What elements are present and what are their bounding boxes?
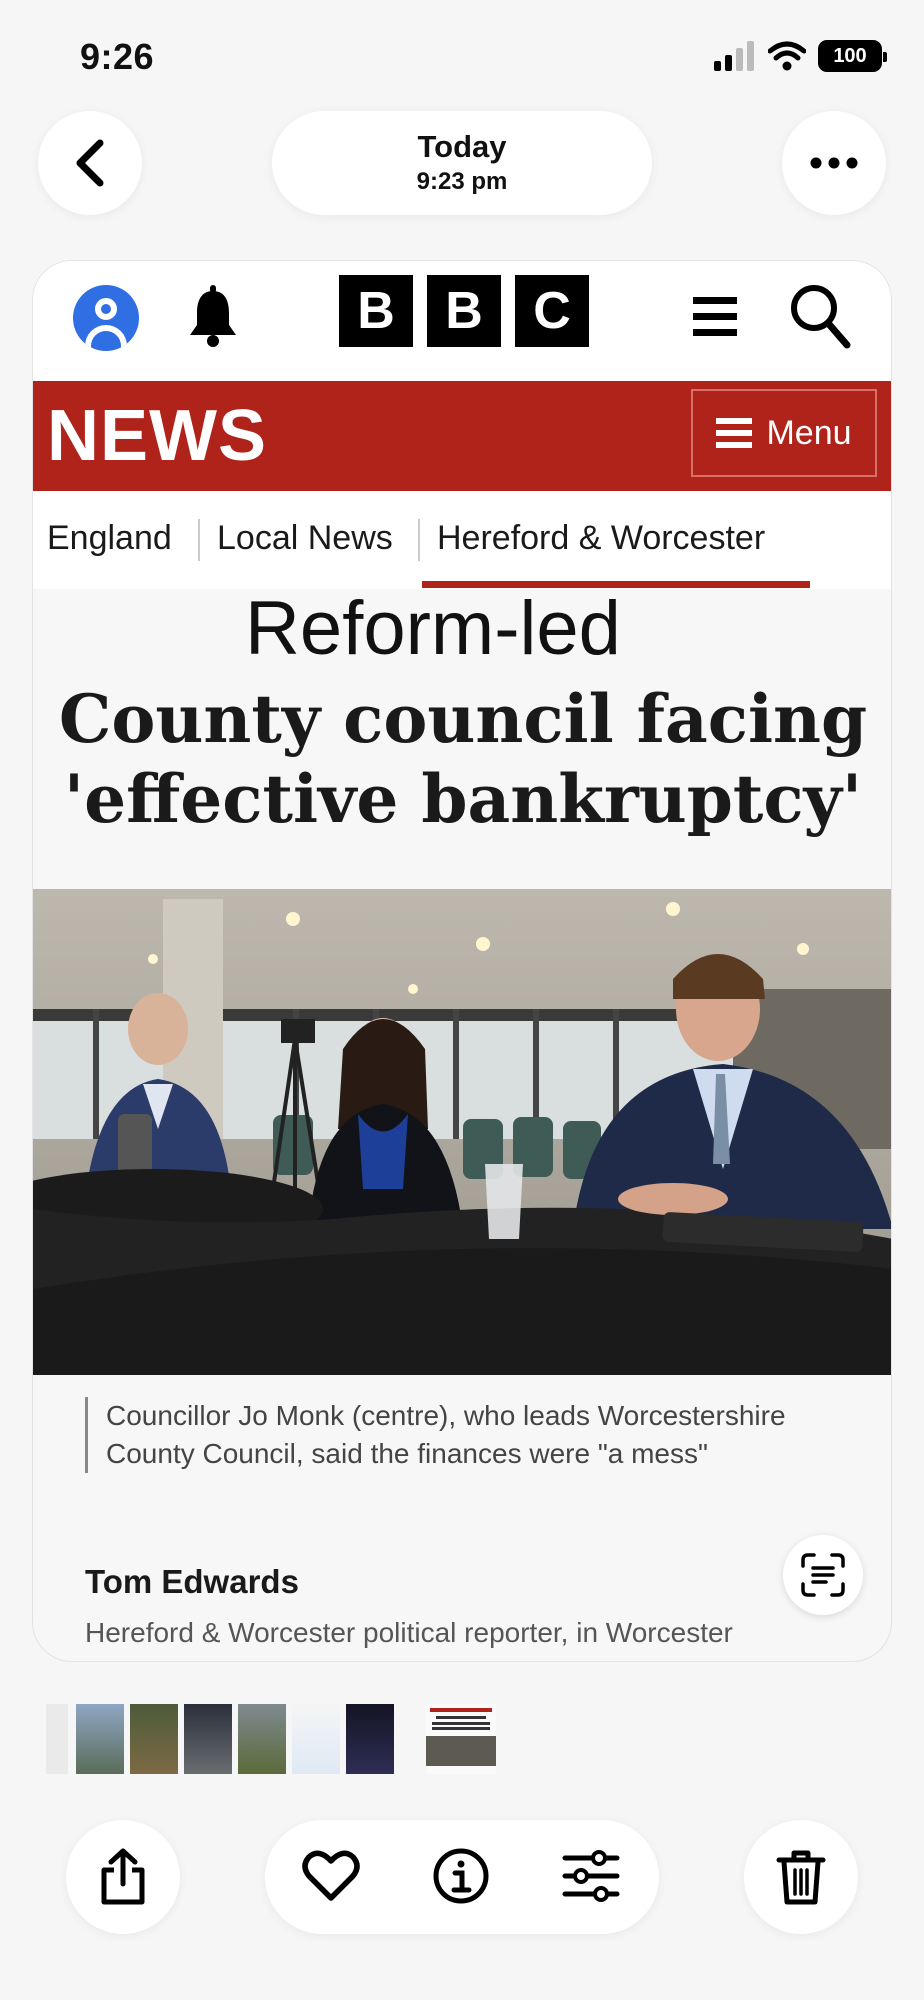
article-photo xyxy=(33,889,892,1375)
status-time: 9:26 xyxy=(80,36,155,77)
thumbnail-current[interactable] xyxy=(426,1704,496,1774)
screenshot-photo[interactable] xyxy=(32,260,892,1662)
overlay-title: Reform-led xyxy=(245,586,621,671)
bbc-top-bar xyxy=(33,261,892,381)
status-icons xyxy=(714,40,882,72)
thumbnail[interactable] xyxy=(130,1704,178,1774)
share-button[interactable] xyxy=(66,1820,180,1934)
photo-actions xyxy=(265,1820,659,1934)
thumbnail[interactable] xyxy=(184,1704,232,1774)
thumbnail[interactable] xyxy=(292,1704,340,1774)
trash-icon xyxy=(776,1848,826,1906)
status-bar xyxy=(0,0,924,110)
photo-caption: Councillor Jo Monk (centre), who leads Worcestershire County Council, said the finances were "a mess" xyxy=(85,1397,825,1473)
menu-label: Menu xyxy=(766,413,852,452)
article-headline: County council facing 'effective bankruptcy' xyxy=(58,680,868,838)
tab-divider xyxy=(418,519,420,561)
more-button[interactable] xyxy=(782,111,886,215)
news-wordmark[interactable]: NEWS xyxy=(47,396,267,476)
bell-icon[interactable] xyxy=(185,285,241,349)
ellipsis-icon xyxy=(810,157,858,169)
delete-button[interactable] xyxy=(744,1820,858,1934)
menu-button[interactable] xyxy=(691,389,877,477)
date-pill xyxy=(272,111,652,215)
chevron-left-icon xyxy=(70,139,110,187)
bbc-logo-letter: B xyxy=(427,275,501,347)
share-icon xyxy=(98,1848,148,1906)
live-text-button[interactable] xyxy=(783,1535,863,1615)
bbc-logo[interactable] xyxy=(339,275,589,347)
author-name: Tom Edwards xyxy=(85,1563,299,1600)
date-title: Today xyxy=(417,129,507,164)
thumbnail-strip xyxy=(0,1704,924,1776)
search-icon[interactable] xyxy=(789,283,851,349)
bbc-logo-letter: C xyxy=(515,275,589,347)
adjust-icon[interactable] xyxy=(561,1846,621,1906)
current-thumbnail-preview xyxy=(426,1704,496,1774)
section-tabs xyxy=(33,491,892,589)
tab-england[interactable]: England xyxy=(47,519,172,557)
tab-hereford-worcester[interactable]: Hereford & Worcester xyxy=(437,519,766,557)
author-role: Hereford & Worcester political reporter, in Worcester xyxy=(85,1617,733,1648)
back-button[interactable] xyxy=(38,111,142,215)
date-time: 9:23 pm xyxy=(416,168,508,195)
tab-divider xyxy=(198,519,200,561)
news-banner xyxy=(33,381,892,491)
thumbnail[interactable] xyxy=(76,1704,124,1774)
live-text-icon xyxy=(800,1552,846,1598)
signal-icon xyxy=(714,41,756,71)
tab-local-news[interactable]: Local News xyxy=(217,519,393,557)
battery-level: 100 xyxy=(833,44,867,67)
thumbnail[interactable] xyxy=(46,1704,68,1774)
meeting-photo xyxy=(33,889,892,1375)
wifi-icon xyxy=(768,41,806,71)
battery-indicator xyxy=(818,40,882,72)
thumbnail[interactable] xyxy=(238,1704,286,1774)
account-icon[interactable] xyxy=(73,285,139,351)
info-icon[interactable] xyxy=(431,1846,491,1906)
bbc-logo-letter: B xyxy=(339,275,413,347)
heart-icon[interactable] xyxy=(301,1846,361,1906)
thumbnail[interactable] xyxy=(346,1704,394,1774)
hamburger-icon[interactable] xyxy=(691,295,739,339)
hamburger-icon xyxy=(716,417,752,449)
